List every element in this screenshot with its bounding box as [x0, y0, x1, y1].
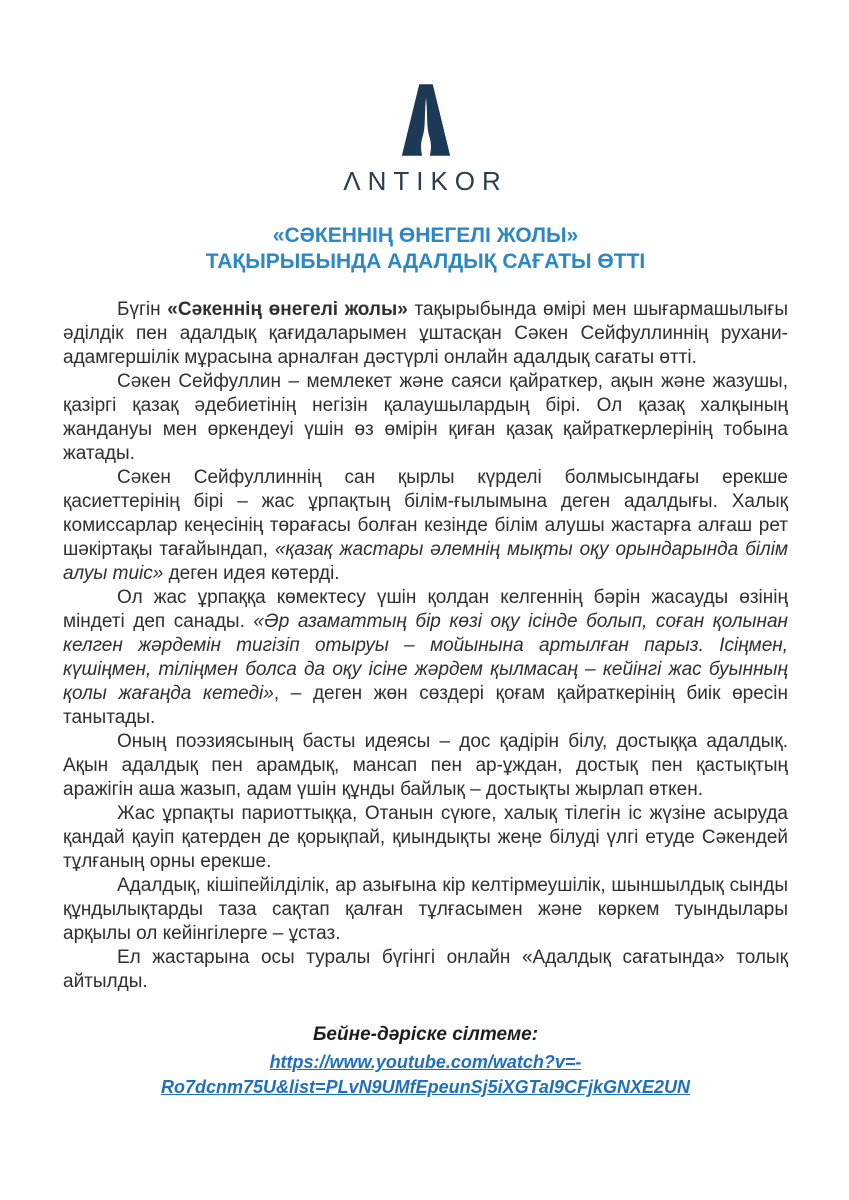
- youtube-link-line1: https://www.youtube.com/watch?v=-: [269, 1052, 582, 1072]
- text-segment: Бүгін: [117, 299, 168, 320]
- antikor-logo: [63, 84, 788, 197]
- text-segment: Оның поэзиясының басты идеясы – дос қадірін білу, достыққа адалдық. Ақын адалдық пен арамдық, мансап пен ар-ұждан, достық пен қастықтың аражігін аша жазып, адам үшін құнды байлық – достықты жырлап өткен.: [63, 731, 788, 800]
- paragraph: [63, 586, 788, 730]
- text-segment: , – деген жөн сөздері қоғам қайраткерінің биік өресін танытады.: [63, 683, 788, 728]
- text-segment: тақырыбында өмірі мен шығармашылығы әділдік пен адалдық қағидаларымен ұштасқан Сәкен Сейфуллиннің рухани-адамгершілік мұрасына арналған дәстүрлі онлайн адалдық сағаты өтті.: [63, 299, 788, 368]
- page-title-line1: «СӘКЕННІҢ ӨНЕГЕЛІ ЖОЛЫ»: [272, 224, 579, 247]
- paragraph: [63, 466, 788, 586]
- page-title-line2: ТАҚЫРЫБЫНДА АДАЛДЫҚ САҒАТЫ ӨТТІ: [205, 250, 646, 273]
- paragraph: [63, 298, 788, 370]
- text-segment: «қазақ жастары әлемнің мықты оқу орындарында білім алуы тиіс»: [63, 539, 788, 584]
- text-segment: Ел жастарына осы туралы бүгінгі онлайн «Адалдық сағатында» толық айтылды.: [63, 947, 788, 992]
- video-link-caption: Бейне-дәріске сілтеме:: [312, 1024, 539, 1045]
- text-segment: Жас ұрпақты париоттыққа, Отанын сүюге, халық тілегін іс жүзіне асыруда қандай қауіп қатерден де қорықпай, қиындықты жеңе білуді үлгі етуде Сәкендей тұлғаның орны ерекше.: [63, 803, 788, 872]
- article-body: [63, 298, 788, 994]
- text-segment: Сәкен Сейфуллин – мемлекет және саяси қайраткер, ақын және жазушы, қазіргі қазақ әдебиетінің негізін қалаушылардың бірі. Ол қазақ халқының жандануы мен өркендеуі үшін өз өмірін қиған қазақ қайраткерлерінің тобына жатады.: [63, 371, 788, 464]
- paragraph: [63, 946, 788, 994]
- text-segment: «Сәкеннің өнегелі жолы»: [167, 299, 408, 320]
- text-segment: деген идея көтерді.: [163, 563, 340, 584]
- text-segment: Ол жас ұрпаққа көмектесу үшін қолдан келгеннің бәрін жасауды өзінің міндеті деп санады.: [63, 587, 788, 632]
- paragraph: [63, 730, 788, 802]
- paragraph: [63, 802, 788, 874]
- youtube-video-link[interactable]: [161, 1050, 690, 1100]
- text-segment: Сәкен Сейфуллиннің сан қырлы күрделі болмысындағы ерекше қасиеттерінің бірі – жас ұрпақтың білім-ғылымына деген адалдығы. Халық комиссарлар кеңесінің төрағасы болған кезінде білім алушы жастарға алғаш рет шәкіртақы тағайындап,: [63, 467, 788, 560]
- footer: [63, 1024, 788, 1100]
- text-segment: «Әр азаматтың бір көзі оқу ісінде болып, соған қолынан келген жәрдемін тигізіп отыруы – мойынына артылған парыз. Ісіңмен, күшіңмен, тіліңмен болса да оқу ісіне жәрдем қылмасаң – кейінгі жас буынның қолы жағаңда кетеді»: [63, 611, 788, 704]
- youtube-link-line2: Ro7dcnm75U&list=PLvN9UMfEpeunSj5iXGTaI9CFjkGNXE2UN: [161, 1077, 690, 1097]
- antikor-a-mark-icon: [397, 84, 455, 156]
- text-segment: Адалдық, кішіпейілділік, ар азығына кір келтірмеушілік, шыншылдық сынды құндылықтарды таза сақтап қалған тұлғасымен және көркем туындылары арқылы ол кейінгілерге – ұстаз.: [63, 875, 788, 944]
- paragraph: [63, 874, 788, 946]
- paragraph: [63, 370, 788, 466]
- antikor-wordmark: ΛNTIKOR: [343, 166, 508, 196]
- page-title: [63, 223, 788, 275]
